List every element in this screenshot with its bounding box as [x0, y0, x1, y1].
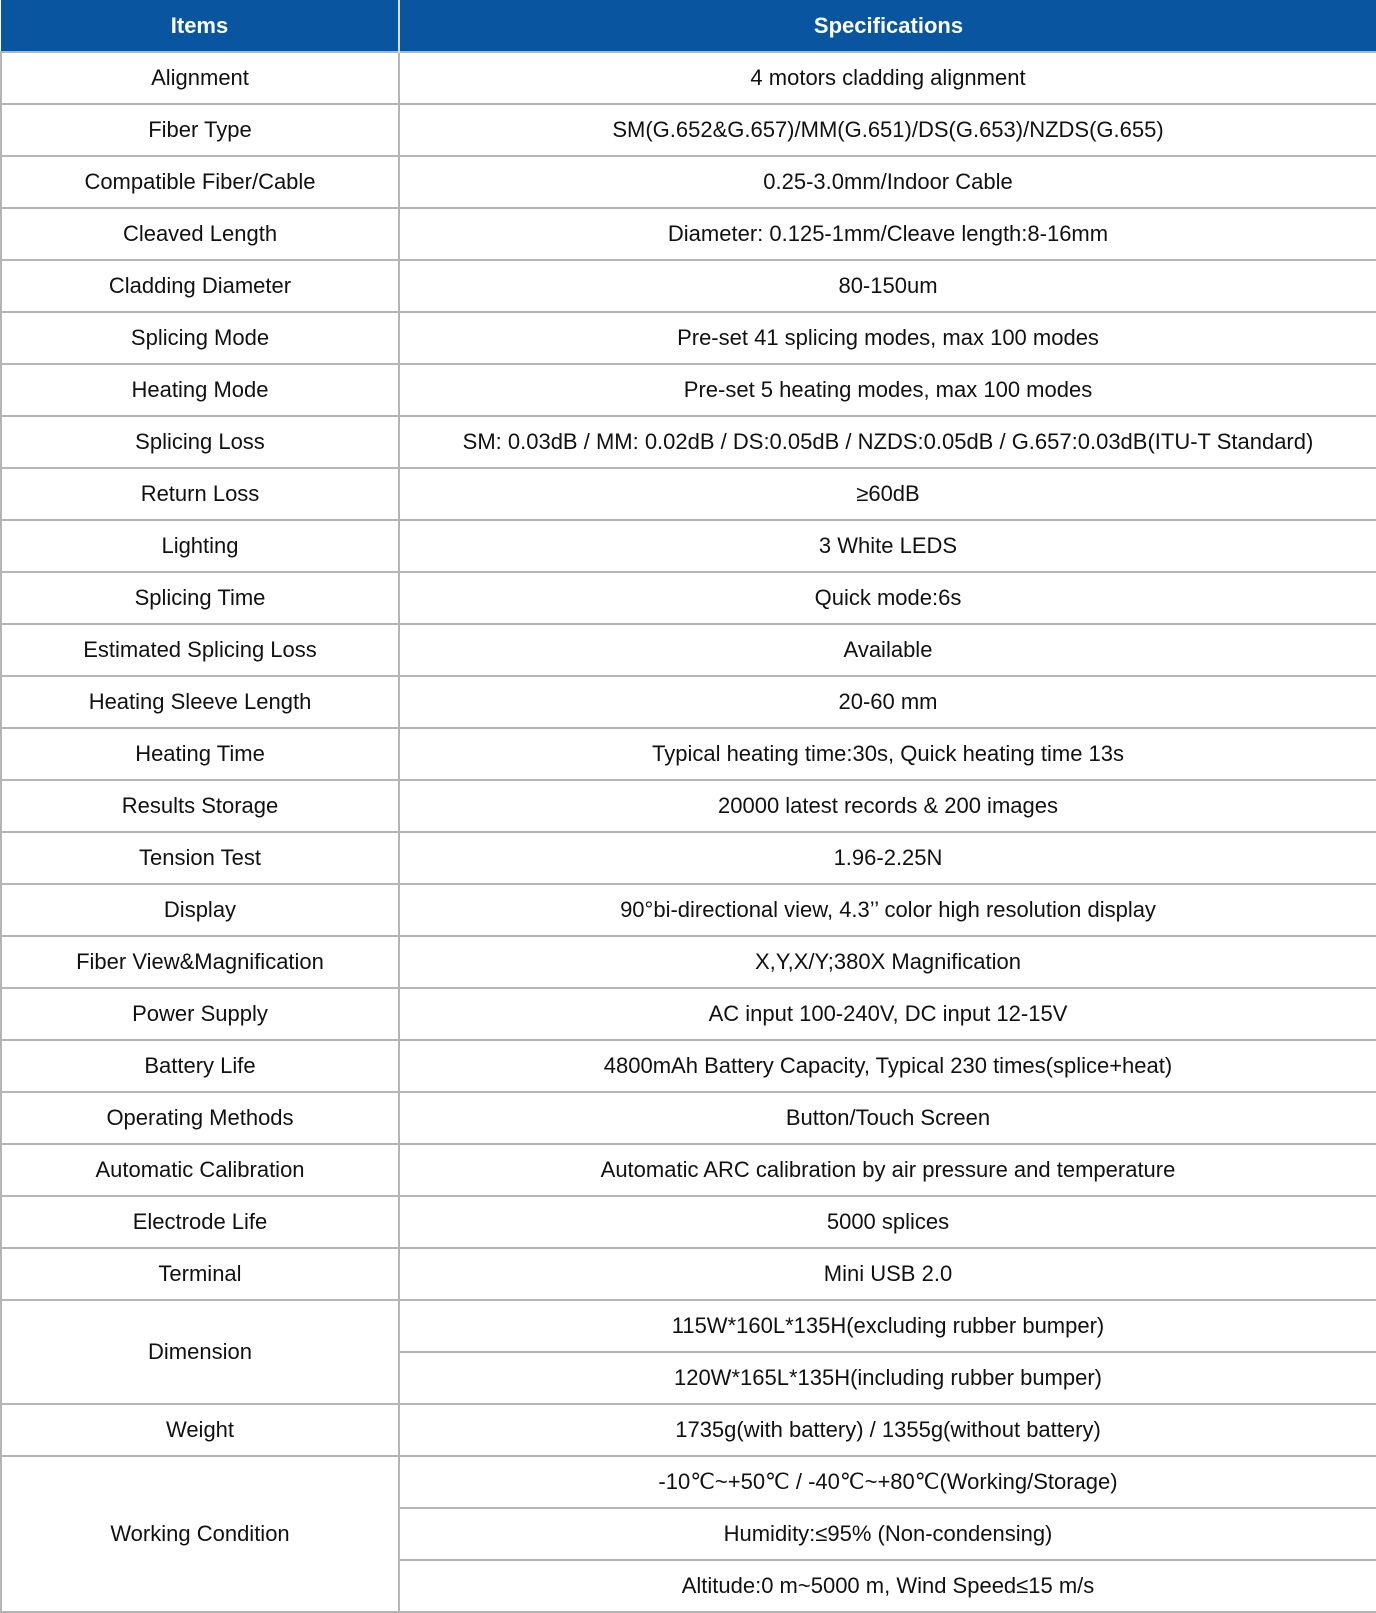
table-row — [1, 728, 1376, 780]
table-row — [1, 676, 1376, 728]
spec-cell: 4 motors cladding alignment — [399, 52, 1376, 104]
spec-cell: Quick mode:6s — [399, 572, 1376, 624]
spec-cell: Typical heating time:30s, Quick heating time 13s — [399, 728, 1376, 780]
spec-cell: SM(G.652&G.657)/MM(G.651)/DS(G.653)/NZDS(G.655) — [399, 104, 1376, 156]
item-cell: Fiber View&Magnification — [1, 936, 399, 988]
item-cell: Estimated Splicing Loss — [1, 624, 399, 676]
item-cell: Electrode Life — [1, 1196, 399, 1248]
item-cell: Return Loss — [1, 468, 399, 520]
spec-cell: 120W*165L*135H(including rubber bumper) — [399, 1352, 1376, 1404]
spec-cell: Diameter: 0.125-1mm/Cleave length:8-16mm — [399, 208, 1376, 260]
table-header — [1, 0, 1376, 52]
table-row — [1, 884, 1376, 936]
spec-cell: SM: 0.03dB / MM: 0.02dB / DS:0.05dB / NZDS:0.05dB / G.657:0.03dB(ITU-T Standard) — [399, 416, 1376, 468]
table-row — [1, 260, 1376, 312]
item-cell: Terminal — [1, 1248, 399, 1300]
spec-cell: 0.25-3.0mm/Indoor Cable — [399, 156, 1376, 208]
item-cell: Heating Mode — [1, 364, 399, 416]
spec-cell: Button/Touch Screen — [399, 1092, 1376, 1144]
spec-cell: AC input 100-240V, DC input 12-15V — [399, 988, 1376, 1040]
item-cell: Fiber Type — [1, 104, 399, 156]
spec-cell: 80-150um — [399, 260, 1376, 312]
item-cell: Alignment — [1, 52, 399, 104]
header-items: Items — [1, 0, 399, 52]
table-row — [1, 988, 1376, 1040]
spec-cell: 4800mAh Battery Capacity, Typical 230 times(splice+heat) — [399, 1040, 1376, 1092]
table-row — [1, 1456, 1376, 1508]
spec-cell: Humidity:≤95% (Non-condensing) — [399, 1508, 1376, 1560]
table-row — [1, 1092, 1376, 1144]
item-cell: Compatible Fiber/Cable — [1, 156, 399, 208]
spec-cell: X,Y,X/Y;380X Magnification — [399, 936, 1376, 988]
spec-cell: 90°bi-directional view, 4.3’’ color high resolution display — [399, 884, 1376, 936]
spec-cell: Pre-set 41 splicing modes, max 100 modes — [399, 312, 1376, 364]
item-cell: Power Supply — [1, 988, 399, 1040]
table-row — [1, 104, 1376, 156]
table-row — [1, 1404, 1376, 1456]
spec-cell: -10℃~+50℃ / -40℃~+80℃(Working/Storage) — [399, 1456, 1376, 1508]
table-row — [1, 52, 1376, 104]
item-cell: Operating Methods — [1, 1092, 399, 1144]
table-row — [1, 1144, 1376, 1196]
item-cell: Automatic Calibration — [1, 1144, 399, 1196]
item-cell: Tension Test — [1, 832, 399, 884]
spec-cell: Pre-set 5 heating modes, max 100 modes — [399, 364, 1376, 416]
table-row — [1, 468, 1376, 520]
table-row — [1, 416, 1376, 468]
table-row — [1, 156, 1376, 208]
item-cell: Cleaved Length — [1, 208, 399, 260]
table-row — [1, 208, 1376, 260]
spec-cell: ≥60dB — [399, 468, 1376, 520]
table-row — [1, 624, 1376, 676]
item-cell: Lighting — [1, 520, 399, 572]
item-cell: Display — [1, 884, 399, 936]
table-row — [1, 364, 1376, 416]
table-row — [1, 1300, 1376, 1352]
item-cell: Battery Life — [1, 1040, 399, 1092]
table-row — [1, 1196, 1376, 1248]
item-cell: Results Storage — [1, 780, 399, 832]
spec-cell: 20-60 mm — [399, 676, 1376, 728]
table-row — [1, 1040, 1376, 1092]
item-cell: Splicing Loss — [1, 416, 399, 468]
table-row — [1, 832, 1376, 884]
table-row — [1, 1248, 1376, 1300]
header-specifications: Specifications — [399, 0, 1376, 52]
spec-cell: 115W*160L*135H(excluding rubber bumper) — [399, 1300, 1376, 1352]
spec-cell: 20000 latest records & 200 images — [399, 780, 1376, 832]
table-row — [1, 780, 1376, 832]
item-cell: Heating Time — [1, 728, 399, 780]
spec-cell: 5000 splices — [399, 1196, 1376, 1248]
item-cell: Splicing Time — [1, 572, 399, 624]
item-cell: Cladding Diameter — [1, 260, 399, 312]
spec-cell: Available — [399, 624, 1376, 676]
table-row — [1, 572, 1376, 624]
header-row — [1, 0, 1376, 52]
item-cell: Working Condition — [1, 1456, 399, 1612]
spec-cell: 1735g(with battery) / 1355g(without battery) — [399, 1404, 1376, 1456]
table-row — [1, 312, 1376, 364]
table-body — [1, 52, 1376, 1612]
table-row — [1, 936, 1376, 988]
item-cell: Dimension — [1, 1300, 399, 1404]
spec-cell: Mini USB 2.0 — [399, 1248, 1376, 1300]
item-cell: Heating Sleeve Length — [1, 676, 399, 728]
item-cell: Weight — [1, 1404, 399, 1456]
spec-cell: Altitude:0 m~5000 m, Wind Speed≤15 m/s — [399, 1560, 1376, 1612]
spec-cell: 1.96-2.25N — [399, 832, 1376, 884]
item-cell: Splicing Mode — [1, 312, 399, 364]
table-row — [1, 520, 1376, 572]
spec-cell: Automatic ARC calibration by air pressure and temperature — [399, 1144, 1376, 1196]
spec-cell: 3 White LEDS — [399, 520, 1376, 572]
